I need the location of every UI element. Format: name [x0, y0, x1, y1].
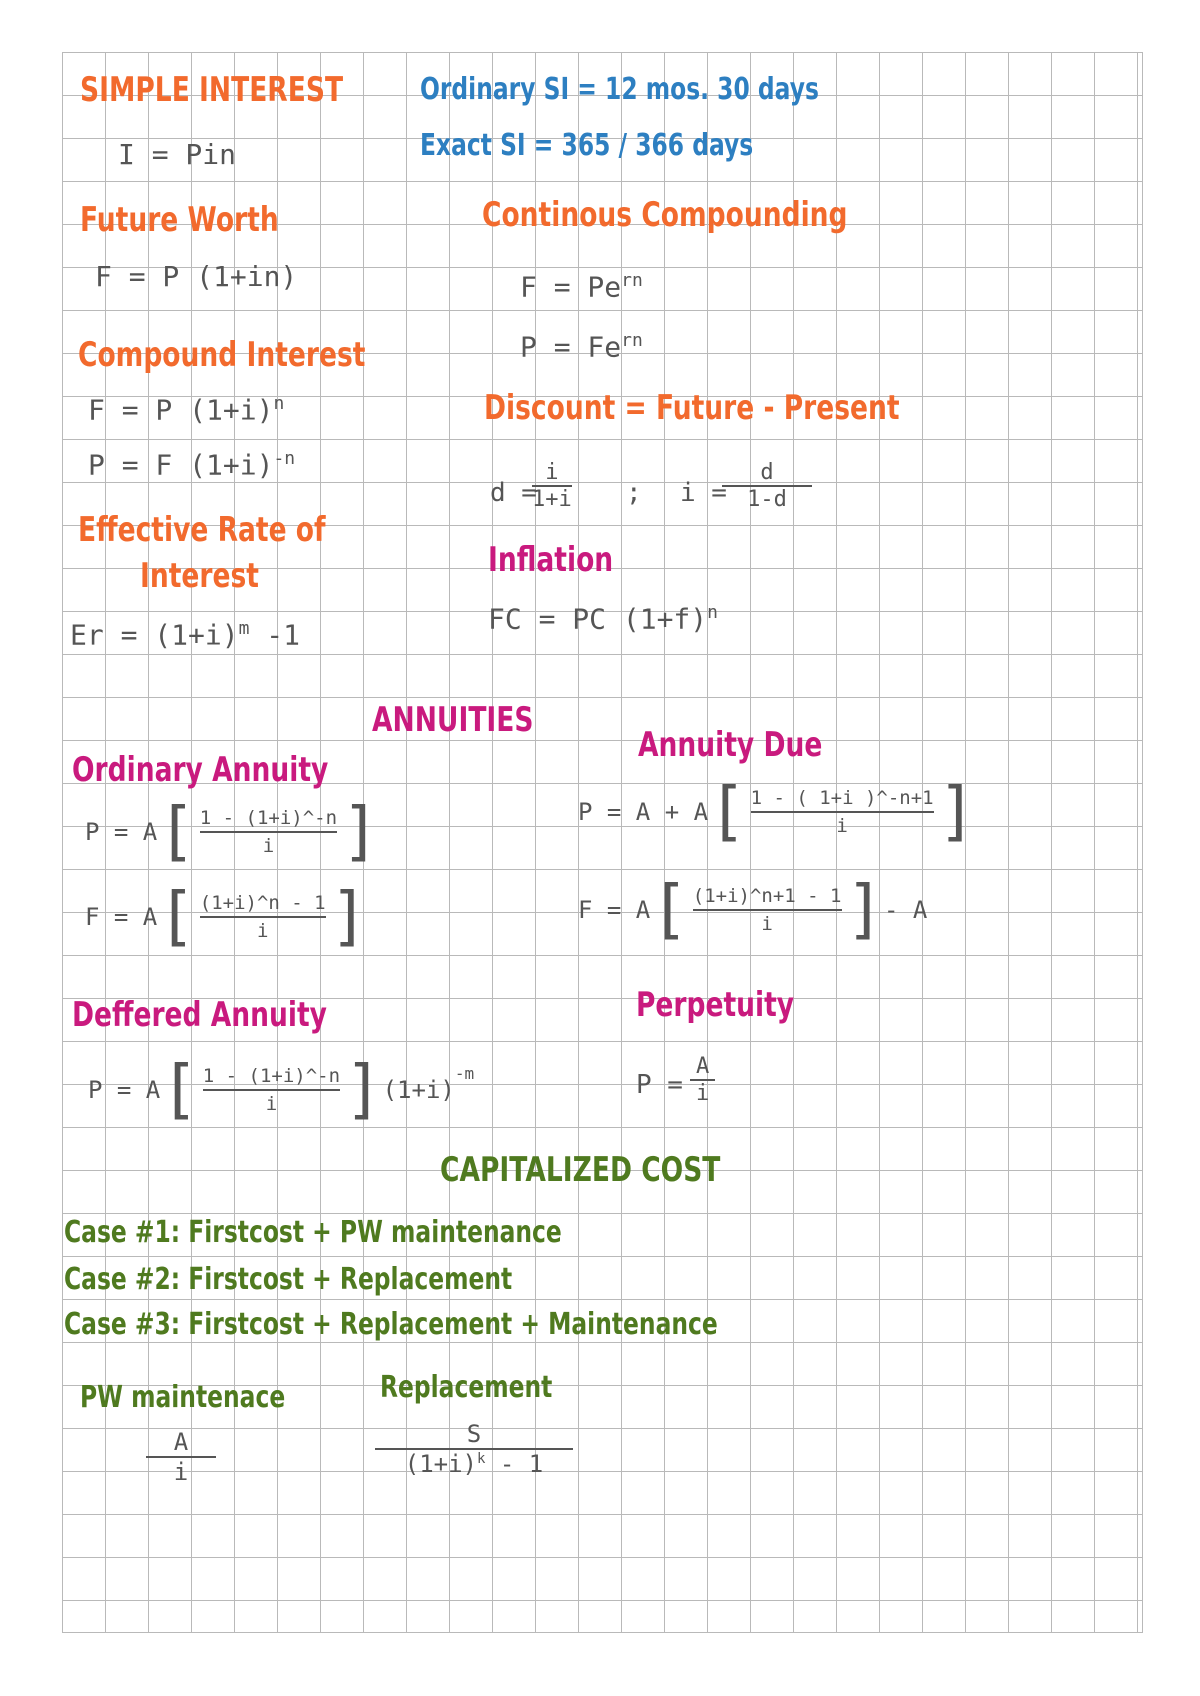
- discount-separator: ;: [626, 478, 642, 508]
- inflation-title: Inflation: [488, 540, 614, 580]
- effective-rate-formula: $Er = (1+i)^m$ -1: [70, 618, 300, 652]
- discount-d-lhs: d =: [490, 478, 537, 508]
- inflation-formula: FC = PC $(1+f)^n$: [488, 602, 718, 636]
- perpetuity-fraction: A i: [690, 1054, 715, 1106]
- replacement-title: Replacement: [380, 1370, 553, 1405]
- discount-title: Discount = Future - Present: [484, 388, 900, 428]
- discount-d-fraction: i 1+i: [532, 460, 572, 512]
- ordinary-annuity-title: Ordinary Annuity: [72, 750, 329, 790]
- perpetuity-title: Perpetuity: [636, 985, 795, 1025]
- annuity-due-p-formula: P = A + A [ $\frac{1 - ( 1+i )\^{}-n+1}{i}$ ]: [578, 775, 977, 849]
- continuous-formula-p: $P = Fe^{rn}$: [520, 330, 643, 364]
- deferred-annuity-title: Deffered Annuity: [72, 995, 327, 1035]
- capitalized-case-1: Case #1: Firstcost + PW maintenance: [64, 1215, 562, 1250]
- exact-si-note: Exact SI = 365 / 366 days: [420, 128, 754, 163]
- continuous-compounding-title: Continous Compounding: [482, 195, 848, 235]
- compound-formula-p: P = F $(1+i)^{-n}$: [88, 448, 296, 482]
- discount-i-lhs: i =: [680, 478, 727, 508]
- ordinary-annuity-f-formula: F = A [ $\frac{(1+i)\^{}n - 1}{i}$ ]: [85, 880, 369, 954]
- compound-interest-title: Compound Interest: [78, 335, 366, 375]
- effective-rate-title-line1: Effective Rate of: [78, 510, 326, 550]
- continuous-formula-f: $F = Pe^{rn}$: [520, 270, 643, 304]
- ordinary-si-note: Ordinary SI = 12 mos. 30 days: [420, 72, 819, 107]
- ordinary-annuity-p-formula: P = A [ $\frac{1 - (1+i)\^{}-n}{i}$ ]: [85, 795, 380, 869]
- future-worth-title: Future Worth: [80, 200, 279, 240]
- capitalized-case-3: Case #3: Firstcost + Replacement + Maintenance: [64, 1307, 718, 1342]
- deferred-annuity-formula: P = A [ $\frac{1 - (1+i)\^{}-n}{i}$ ] (1+i) $^{-m}$: [88, 1053, 475, 1127]
- future-worth-formula: F = P (1+in): [95, 260, 298, 293]
- compound-formula-f: F = P $(1+i)^n$: [88, 393, 285, 427]
- annuity-due-title: Annuity Due: [638, 725, 823, 765]
- perpetuity-lhs: P =: [636, 1070, 683, 1100]
- capitalized-case-2: Case #2: Firstcost + Replacement: [64, 1262, 513, 1297]
- simple-interest-title: SIMPLE INTEREST: [80, 70, 344, 110]
- pw-maintenance-title: PW maintenace: [80, 1380, 286, 1415]
- replacement-fraction: S $(1+i)^k - 1$: [375, 1420, 573, 1478]
- annuities-title: ANNUITIES: [372, 700, 534, 740]
- effective-rate-title-line2: Interest: [140, 556, 259, 596]
- annuity-due-f-formula: F = A [ $\frac{(1+i)\^{}n+1 - 1}{i}$ ] - A: [578, 873, 928, 947]
- discount-i-fraction: d 1-d: [722, 460, 812, 512]
- pw-maintenance-fraction: A i: [146, 1428, 216, 1486]
- capitalized-cost-title: CAPITALIZED COST: [440, 1150, 721, 1190]
- simple-interest-formula: I = Pin: [118, 138, 237, 171]
